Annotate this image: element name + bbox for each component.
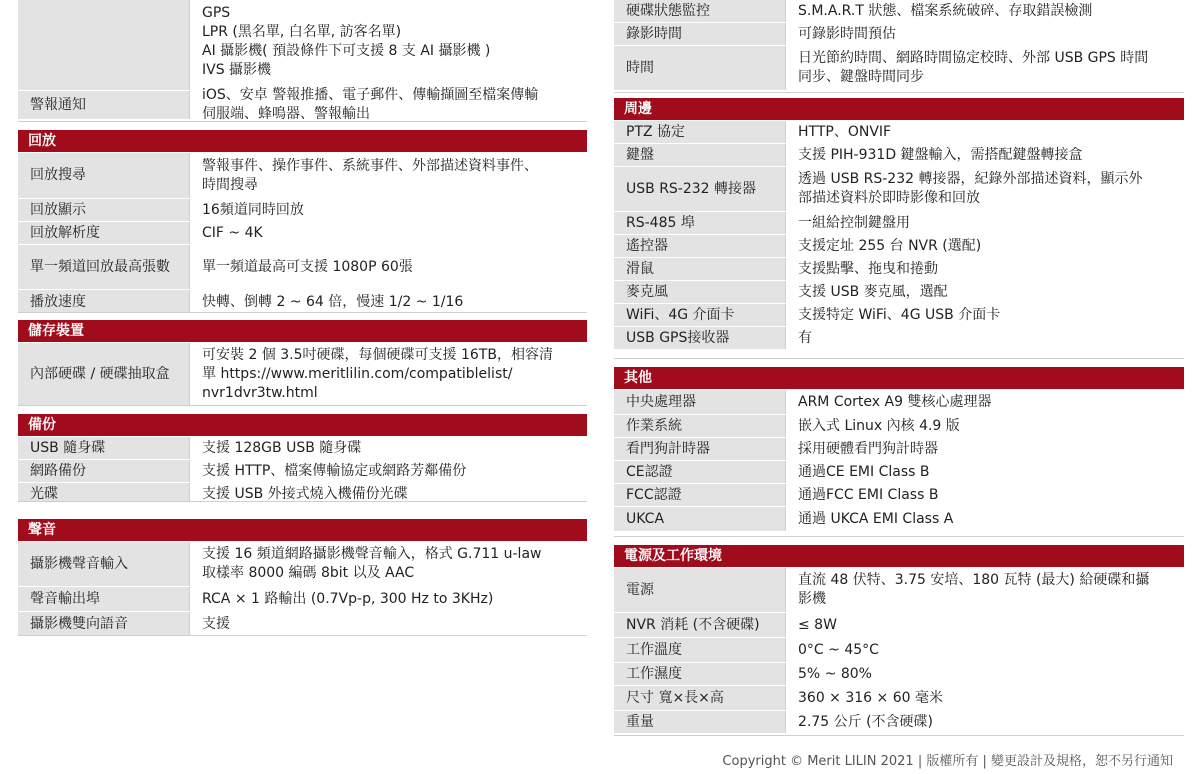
spec-value (189, 612, 587, 636)
section-title: 其他 (614, 367, 1184, 389)
spec-row (614, 45, 1184, 90)
spec-row (614, 483, 1184, 506)
spec-row (18, 198, 587, 221)
spec-value (785, 258, 1184, 280)
spec-label: NVR 消耗 (不含硬碟) (614, 613, 785, 637)
spec-label: 攝影機聲音輸入 (18, 542, 189, 586)
spec-label: 播放速度 (18, 290, 189, 313)
spec-value-line: 支援特定 WiFi、4G USB 介面卡 (798, 306, 1001, 323)
spec-value-line: 單一頻道最高可支援 1080P 60張 (202, 258, 413, 275)
spec-value-line: HTTP、ONVIF (798, 123, 892, 140)
spec-row (614, 637, 1184, 662)
spec-label: 網路備份 (18, 460, 189, 482)
spec-row (614, 120, 1184, 143)
spec-value-line: 支援定址 255 台 NVR (選配) (798, 237, 982, 254)
spec-value (785, 235, 1184, 257)
spec-label: 回放搜尋 (18, 153, 189, 198)
spec-label: 回放解析度 (18, 222, 189, 244)
spec-label: 電源 (614, 568, 785, 612)
spec-label: 麥克風 (614, 281, 785, 303)
spec-label: 攝影機雙向語音 (18, 612, 189, 636)
spec-value (785, 0, 1184, 22)
spec-value (785, 121, 1184, 143)
spec-row (614, 257, 1184, 280)
spec-value (189, 290, 587, 313)
spec-value-line: 伺服端、蜂鳴器、警報輸出 (202, 106, 370, 122)
spec-label: 尺寸 寬×長×高 (614, 686, 785, 710)
spec-value-line: 嵌入式 Linux 內核 4.9 版 (798, 417, 960, 434)
spec-label: CE認證 (614, 461, 785, 483)
spec-value (189, 87, 587, 122)
spec-section-backup (18, 414, 587, 502)
spec-row (614, 22, 1184, 45)
section-title: 儲存裝置 (18, 320, 587, 342)
spec-label: 時間 (614, 46, 785, 90)
section-title: 回放 (18, 130, 587, 152)
spec-label: FCC認證 (614, 484, 785, 506)
spec-value (785, 686, 1184, 710)
spec-label: 硬碟狀態監控 (614, 0, 785, 22)
spec-value (189, 222, 587, 244)
spec-section-storage (18, 320, 587, 406)
spec-value-line: 支援 PIH-931D 鍵盤輸入，需搭配鍵盤轉接盒 (798, 146, 1083, 163)
spec-value (785, 711, 1184, 733)
spec-value-line: 採用硬體看門狗計時器 (798, 440, 938, 457)
spec-value (189, 0, 587, 90)
spec-row (18, 221, 587, 244)
spec-row (18, 482, 587, 502)
spec-row (18, 289, 587, 313)
spec-value (785, 663, 1184, 685)
spec-row (614, 710, 1184, 733)
spec-value-line: 單 https://www.meritlilin.com/compatiblelist/ (202, 365, 513, 382)
spec-value (785, 638, 1184, 662)
spec-row (614, 211, 1184, 234)
spec-label: 中央處理器 (614, 390, 785, 414)
spec-row (614, 506, 1184, 531)
spec-row (614, 685, 1184, 710)
spec-label: WiFi、4G 介面卡 (614, 304, 785, 326)
spec-row (18, 152, 587, 198)
spec-label: 內部硬碟 / 硬碟抽取盒 (18, 343, 189, 405)
spec-label (18, 0, 189, 90)
spec-value-line: 通過FCC EMI Class B (798, 486, 939, 503)
spec-value-line: 360 × 316 × 60 毫米 (798, 689, 943, 706)
spec-value (785, 212, 1184, 234)
spec-row (18, 541, 587, 586)
spec-value-line: RCA × 1 路輸出 (0.7Vp-p, 300 Hz to 3KHz) (202, 590, 494, 607)
spec-value-line: iOS、安卓 警報推播、電子郵件、傳輸擷圖至檔案傳輸 (202, 87, 539, 103)
spec-value-line: 同步、鍵盤時間同步 (798, 69, 924, 85)
spec-value-line: 快轉、倒轉 2 ~ 64 倍，慢速 1/2 ~ 1/16 (202, 293, 464, 310)
spec-value-line: 部描述資料於即時影像和回放 (798, 190, 980, 206)
spec-value-line: 2.75 公斤 (不含硬碟) (798, 713, 933, 730)
spec-value (785, 613, 1184, 637)
spec-section-audio (18, 519, 587, 636)
spec-label: USB 隨身碟 (18, 437, 189, 459)
spec-label: 聲音輸出埠 (18, 587, 189, 611)
spec-row (614, 662, 1184, 685)
spec-value (189, 245, 587, 289)
copyright-footer: Copyright © Merit LILIN 2021 | 版權所有 | 變更設計及規格，恕不另行通知 (722, 754, 1173, 769)
spec-label: 單一頻道回放最高張數 (18, 245, 189, 289)
spec-row (18, 244, 587, 289)
spec-label: 作業系統 (614, 415, 785, 437)
spec-value-line: 支援 16 頻道網路攝影機聲音輸入，格式 G.711 u-law (202, 546, 542, 562)
spec-value (189, 437, 587, 459)
spec-value-line: 時間搜尋 (202, 176, 258, 193)
spec-value-line: 支援 USB 麥克風，選配 (798, 283, 948, 300)
spec-row (18, 436, 587, 459)
spec-value-line: 有 (798, 329, 812, 346)
spec-row (614, 389, 1184, 414)
spec-label: 鍵盤 (614, 144, 785, 166)
spec-row (18, 611, 587, 636)
spec-label: USB GPS接收器 (614, 327, 785, 349)
spec-value (785, 568, 1184, 612)
spec-value (189, 199, 587, 221)
spec-value-line: ARM Cortex A9 雙核心處理器 (798, 393, 992, 410)
spec-value (785, 461, 1184, 483)
spec-value-line: 通過CE EMI Class B (798, 463, 930, 480)
spec-value (785, 144, 1184, 166)
spec-label: 重量 (614, 711, 785, 733)
section-title: 聲音 (18, 519, 587, 541)
spec-value (189, 587, 587, 611)
spec-row (614, 567, 1184, 612)
spec-row (614, 414, 1184, 437)
spec-value-line: 日光節約時間、網路時間協定校時、外部 USB GPS 時間 (798, 50, 1149, 66)
section-title: 電源及工作環境 (614, 545, 1184, 567)
spec-label: RS-485 埠 (614, 212, 785, 234)
spec-row (18, 87, 587, 122)
spec-value (189, 483, 587, 502)
spec-value (785, 438, 1184, 460)
spec-value-line: 支援點擊、拖曳和捲動 (798, 260, 938, 277)
spec-value-line: 通過 UKCA EMI Class A (798, 510, 954, 527)
spec-value-line: 支援 (202, 615, 230, 632)
spec-row (614, 326, 1184, 349)
spec-label: PTZ 協定 (614, 121, 785, 143)
spec-label: 工作濕度 (614, 663, 785, 685)
spec-value (785, 507, 1184, 531)
spec-value (785, 46, 1184, 90)
spec-value-line: 警報事件、操作事件、系統事件、外部描述資料事件、 (202, 157, 538, 174)
spec-label: 看門狗計時器 (614, 438, 785, 460)
spec-value-line: 透過 USB RS-232 轉接器，紀錄外部描述資料，顯示外 (798, 171, 1143, 187)
spec-row (614, 303, 1184, 326)
spec-label: 錄影時間 (614, 23, 785, 45)
spec-label: 警報通知 (18, 91, 189, 119)
section-title: 備份 (18, 414, 587, 436)
spec-value-line: IVS 攝影機 (202, 62, 272, 78)
spec-section-playback (18, 130, 587, 313)
spec-value (189, 343, 587, 405)
spec-value-line: 可錄影時間預估 (798, 25, 896, 42)
spec-value-line: 16頻道同時回放 (202, 201, 304, 218)
spec-value-line: GPS (202, 5, 231, 21)
spec-value (189, 153, 587, 198)
spec-value (785, 281, 1184, 303)
spec-value-line: nvr1dvr3tw.html (202, 384, 318, 401)
spec-row (18, 586, 587, 611)
spec-value (785, 304, 1184, 326)
spec-value-line: 支援 USB 外接式燒入機備份光碟 (202, 485, 408, 502)
spec-value-line: 支援 HTTP、檔案傳輸協定或網路芳鄰備份 (202, 462, 467, 479)
spec-value-line: 0°C ~ 45°C (798, 641, 879, 658)
spec-section-power (614, 545, 1184, 736)
spec-label: 工作溫度 (614, 638, 785, 662)
spec-value (189, 542, 587, 586)
spec-label: 滑鼠 (614, 258, 785, 280)
spec-value (785, 415, 1184, 437)
spec-value (785, 23, 1184, 45)
spec-value (785, 167, 1184, 211)
spec-label: 光碟 (18, 483, 189, 502)
spec-value (189, 460, 587, 482)
spec-row (18, 459, 587, 482)
spec-value (785, 327, 1184, 349)
spec-value-line: CIF ~ 4K (202, 224, 263, 241)
section-title: 周邊 (614, 98, 1184, 120)
spec-value-line: 5% ~ 80% (798, 665, 872, 682)
spec-value-line: S.M.A.R.T 狀態、檔案系統破碎、存取錯誤檢測 (798, 2, 1093, 19)
spec-value-line: 影機 (798, 591, 826, 607)
spec-row (614, 234, 1184, 257)
spec-row (614, 166, 1184, 211)
spec-section-recording-tail (18, 0, 587, 122)
spec-value-line: 支援 128GB USB 隨身碟 (202, 439, 362, 456)
spec-row (18, 342, 587, 405)
spec-label: 遙控器 (614, 235, 785, 257)
spec-row (614, 143, 1184, 166)
spec-value-line: AI 攝影機( 預設條件下可支援 8 支 AI 攝影機 ) (202, 43, 491, 59)
spec-row (614, 612, 1184, 637)
spec-row (614, 460, 1184, 483)
spec-value-line: 直流 48 伏特、3.75 安培、180 瓦特 (最大) 給硬碟和攝 (798, 572, 1150, 588)
spec-label: 回放顯示 (18, 199, 189, 221)
spec-row (614, 280, 1184, 303)
spec-value-line: 可安裝 2 個 3.5吋硬碟，每個硬碟可支援 16TB，相容清 (202, 346, 553, 363)
spec-row (18, 0, 587, 90)
spec-value-line: 取樣率 8000 編碼 8bit 以及 AAC (202, 565, 415, 581)
spec-row (614, 437, 1184, 460)
spec-value-line: 一組給控制鍵盤用 (798, 214, 910, 231)
spec-label: USB RS-232 轉接器 (614, 167, 785, 211)
spec-value-line: LPR (黑名單, 白名單, 訪客名單) (202, 24, 402, 40)
spec-label: UKCA (614, 507, 785, 531)
spec-section-peripherals (614, 98, 1184, 359)
spec-value (785, 484, 1184, 506)
spec-value (785, 390, 1184, 414)
spec-section-other (614, 367, 1184, 537)
spec-section-storage-monitor (614, 0, 1184, 93)
spec-value-line: ≤ 8W (798, 616, 837, 633)
spec-row (614, 0, 1184, 22)
